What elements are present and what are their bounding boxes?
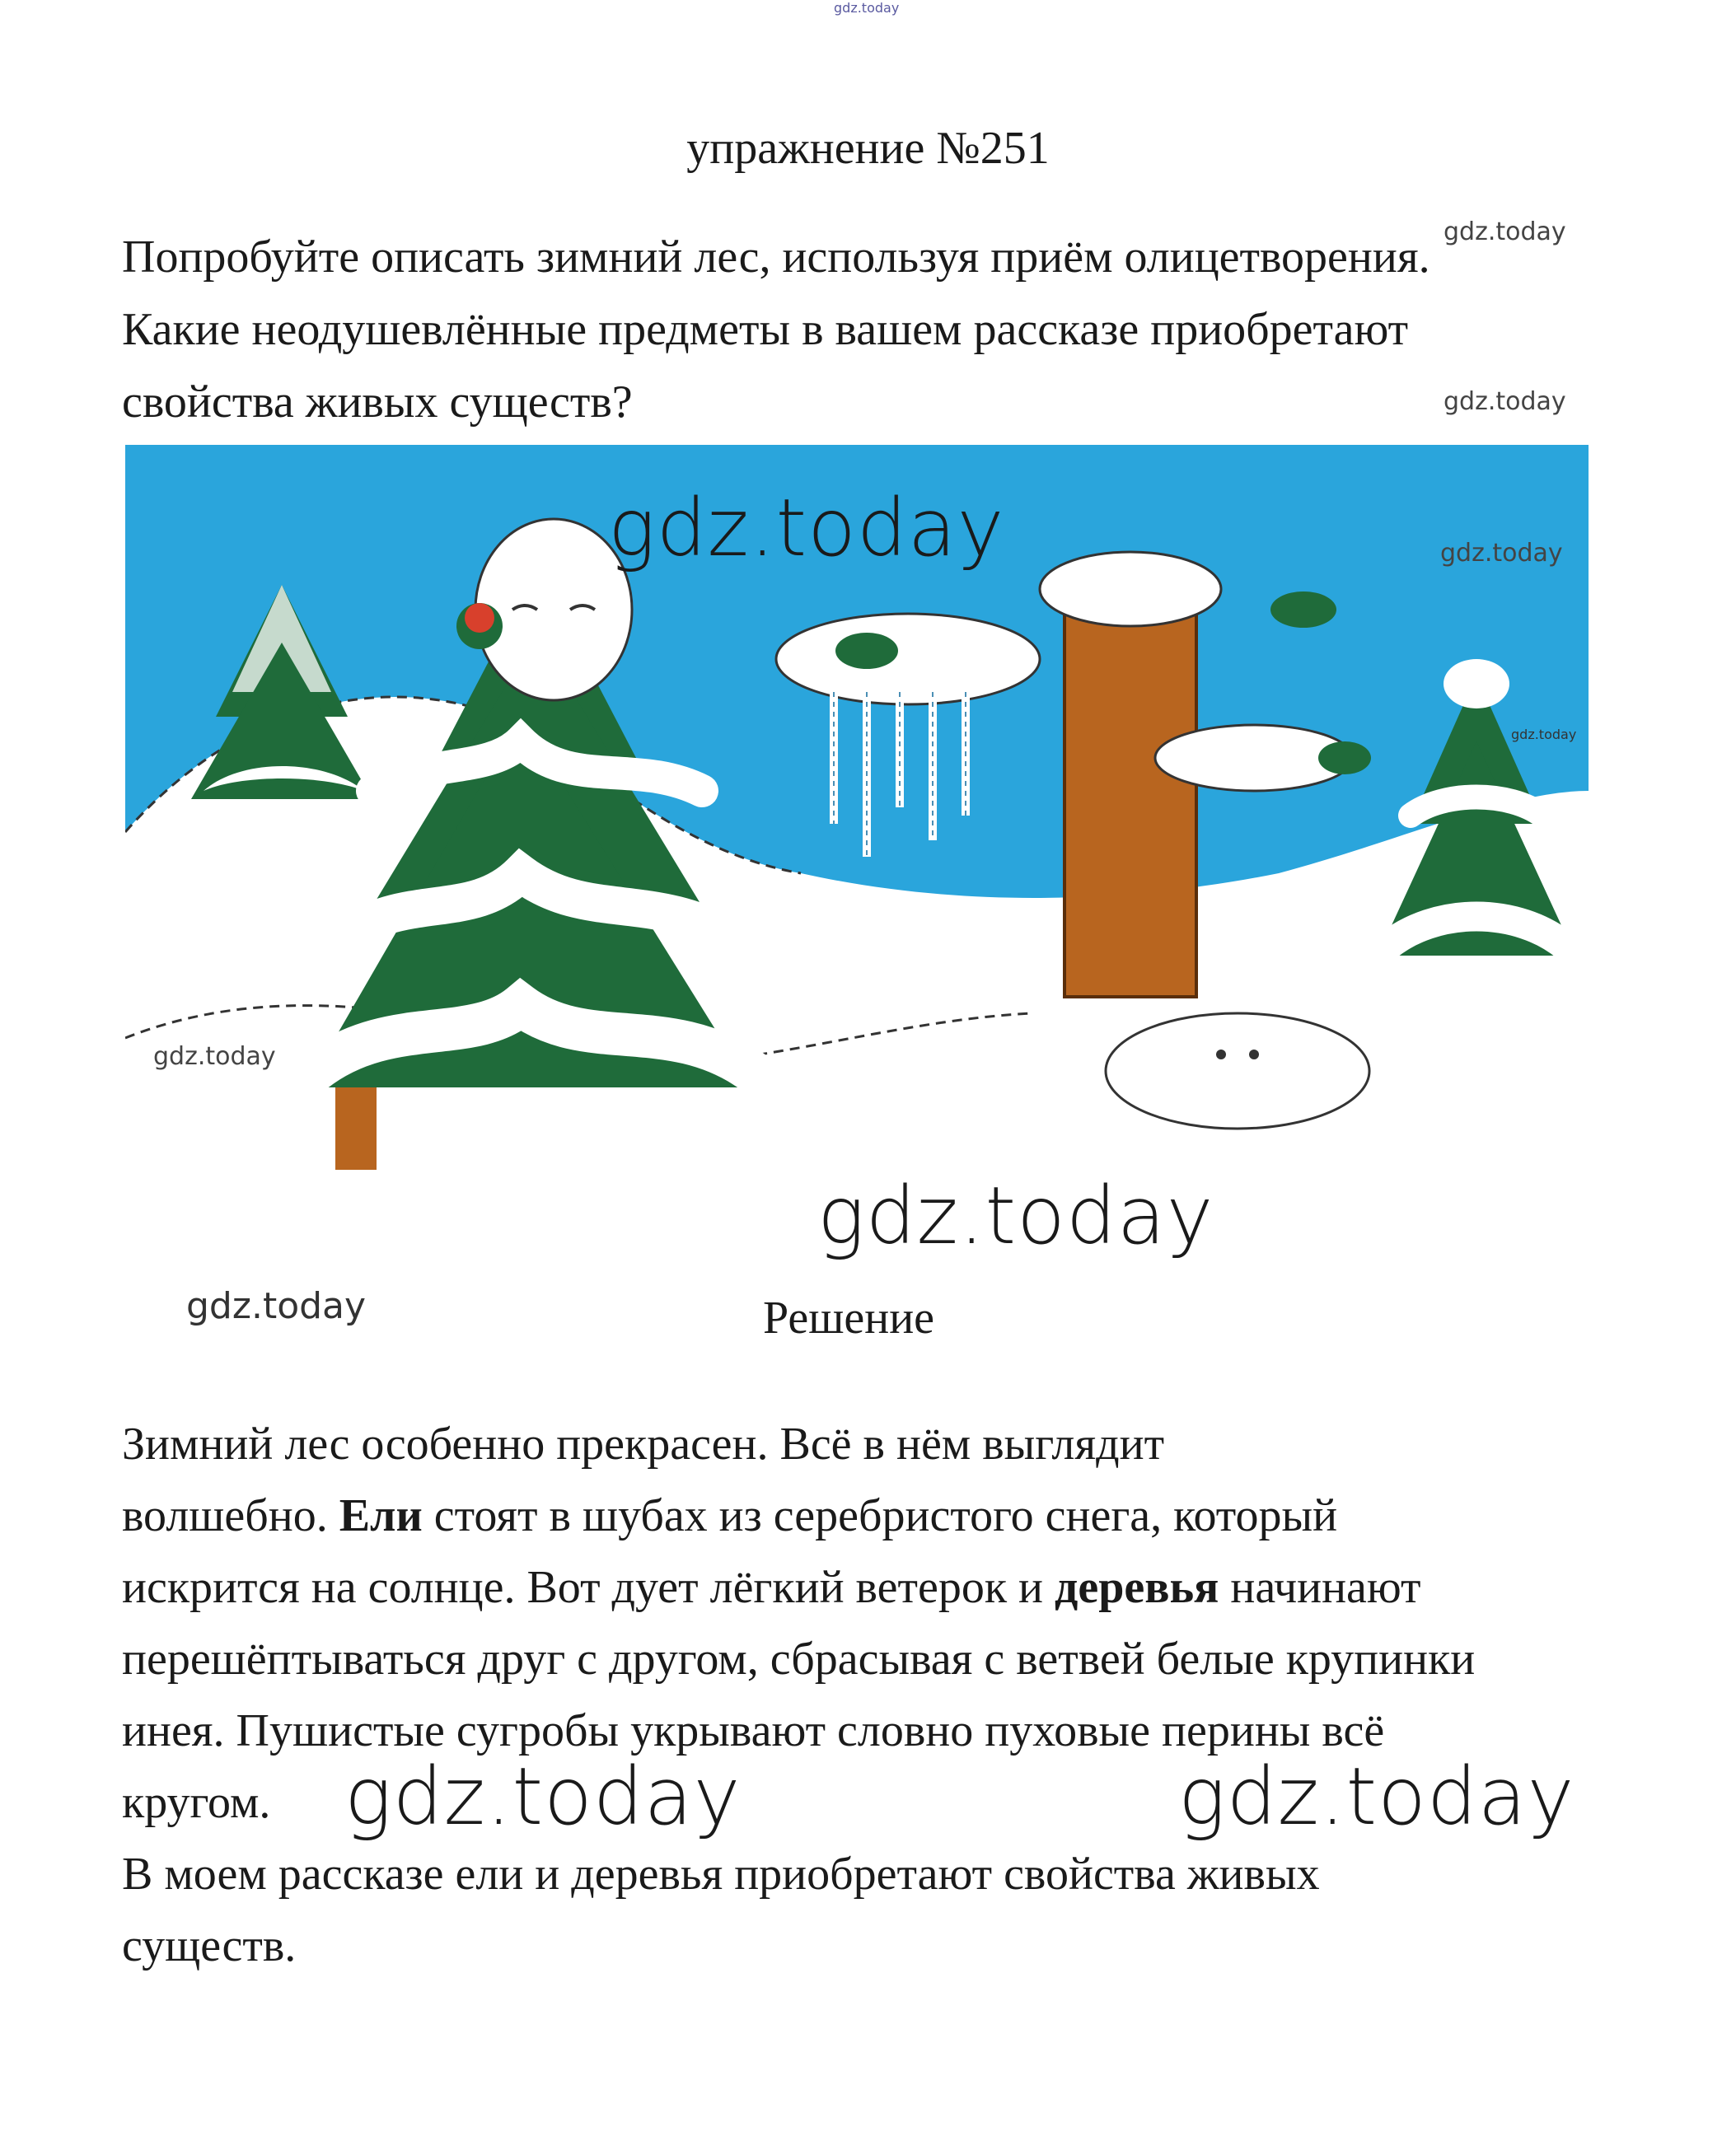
- watermark: gdz.today: [1444, 387, 1566, 416]
- answer-line: В моем рассказе ели и деревья приобретают свойства живых: [122, 1849, 1320, 1900]
- watermark: gdz.today: [1444, 217, 1566, 246]
- answer-line: инея. Пушистые сугробы укрывают словно пуховые перины всё: [122, 1705, 1385, 1756]
- watermark: gdz.today: [1440, 539, 1563, 568]
- task-line: Попробуйте описать зимний лес, используя приём олицетворения.: [122, 231, 1430, 283]
- text-run: волшебно.: [122, 1490, 339, 1541]
- task-line: Какие неодушевлённые предметы в вашем рассказе приобретают: [122, 304, 1409, 355]
- text-run: искрится на солнце. Вот дует лёгкий ветерок и: [122, 1562, 1055, 1613]
- text-run: начинают: [1219, 1562, 1421, 1613]
- answer-line: [122, 1552, 1597, 1624]
- watermark-large: gdz.today: [1178, 1751, 1575, 1843]
- answer-text: [122, 1409, 1597, 1982]
- solution-heading: Решение: [762, 1293, 935, 1344]
- text-run: стоят в шубах из серебристого снега, который: [422, 1490, 1338, 1541]
- watermark-large: gdz.today: [608, 482, 1005, 574]
- bold-word: деревья: [1055, 1562, 1219, 1613]
- answer-line: кругом.: [122, 1777, 271, 1828]
- answer-line: Зимний лес особенно прекрасен. Всё в нём выглядит: [122, 1419, 1165, 1470]
- watermark-large: gdz.today: [817, 1170, 1214, 1262]
- answer-line: [122, 1480, 1597, 1552]
- watermark: gdz.today: [1511, 727, 1577, 742]
- watermark: gdz.today: [186, 1285, 367, 1327]
- bold-word: Ели: [339, 1490, 423, 1541]
- task-line: свойства живых существ?: [122, 376, 633, 428]
- answer-line: существ.: [122, 1920, 297, 1971]
- page-title: упражнение №251: [686, 123, 1050, 174]
- watermark: gdz.today: [153, 1042, 276, 1071]
- watermark-top: gdz.today: [834, 0, 900, 16]
- watermark-large: gdz.today: [344, 1751, 742, 1843]
- task-text: [122, 221, 1589, 438]
- answer-line: перешёптываться друг с другом, сбрасывая с ветвей белые крупинки: [122, 1634, 1476, 1685]
